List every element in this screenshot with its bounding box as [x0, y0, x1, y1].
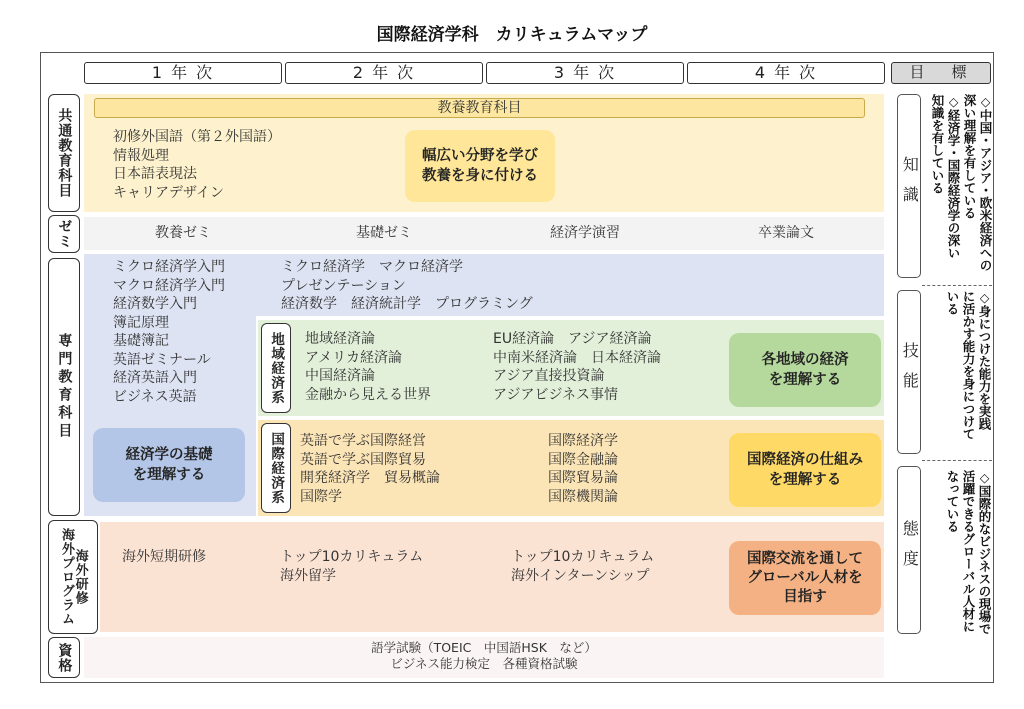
pill-line: 経済学の基礎 [125, 447, 213, 463]
major-year1-list [113, 258, 225, 406]
goal-line: 活躍できるグローバル人材に [961, 470, 976, 633]
goal-line: ◇中国・アジア・欧米経済への [978, 94, 993, 272]
list-item: 国際機関論 [548, 488, 618, 505]
seminar-year3: 経済学演習 [550, 225, 620, 241]
row-label-regional [261, 323, 291, 413]
overseas-col2 [280, 548, 423, 585]
list-item: アジアビジネス事情 [493, 386, 619, 403]
goal-line: ◇身につけた能力を実践 [977, 290, 992, 430]
list-item: ビジネス能力検定 各種資格試験 [390, 656, 578, 671]
list-item: 簿記原理 [113, 314, 169, 331]
list-item: 国際学 [300, 488, 342, 505]
list-item: 英語で学ぶ国際貿易 [300, 451, 426, 468]
row-label-major-text: 専門教育科目 [56, 333, 73, 441]
overseas-col1: 海外短期研修 [122, 549, 206, 565]
pill-line: を理解する [132, 467, 206, 483]
year-header-2: 2 年 次 [285, 62, 483, 84]
goal-category-skill [897, 290, 921, 454]
list-item: ミクロ経済学 マクロ経済学 [281, 259, 463, 275]
row-label-common [48, 94, 80, 212]
list-item: アメリカ経済論 [305, 349, 403, 366]
goal-line: に活かす能力を身につけて [961, 290, 976, 440]
seminar-year1: 教養ゼミ [155, 225, 211, 241]
list-item: 経済英語入門 [113, 370, 197, 386]
pill-line: を理解する [768, 472, 842, 488]
list-item: 基礎簿記 [113, 333, 169, 349]
list-item: プレゼンテーション [281, 277, 406, 294]
list-item: ビジネス英語 [113, 388, 197, 405]
list-item: 経済数学入門 [113, 296, 197, 312]
list-item: 金融から見える世界 [305, 386, 431, 403]
list-item: 経済数学 経済統計学 プログラミング [281, 296, 533, 312]
goals-header: 目 標 [891, 62, 991, 84]
row-label-international-text: 国際経済系 [268, 431, 285, 505]
list-item: 英語ゼミナール [113, 351, 211, 368]
list-item: 英語で学ぶ国際経営 [300, 433, 426, 449]
goal-text-skill [940, 290, 992, 454]
international-col2 [548, 432, 618, 506]
list-item: ミクロ経済学入門 [113, 259, 225, 275]
list-item: 国際金融論 [548, 451, 618, 468]
qualification-text [84, 640, 884, 672]
goal-line: ◇経済学・国際経済学の深い [946, 94, 961, 259]
list-item: アジア直接投資論 [493, 368, 605, 384]
seminar-year2: 基礎ゼミ [356, 225, 412, 241]
goal-category-attitude-text: 態度 [900, 520, 920, 580]
row-label-overseas-a: 海外プログラム [59, 528, 74, 626]
pill-line: グローバル人材を [747, 569, 863, 586]
list-item: 情報処理 [113, 147, 169, 164]
list-item: 国際貿易論 [548, 470, 618, 486]
year-header-1: 1 年 次 [84, 62, 282, 84]
list-item: 初修外国語（第２外国語） [113, 129, 281, 145]
pill-line: 幅広い分野を学び [422, 148, 538, 164]
pill-line: 教養を身に付ける [422, 168, 538, 184]
list-item: 中国経済論 [305, 368, 375, 384]
overseas-col3 [511, 548, 654, 585]
list-item: トップ10カリキュラム [511, 549, 655, 565]
major-year2-list [281, 258, 533, 314]
regional-col1 [305, 330, 431, 404]
overseas-pill [729, 541, 881, 615]
goal-divider [922, 460, 992, 461]
goal-category-knowledge [897, 94, 921, 278]
international-pill [729, 433, 881, 507]
goal-divider [922, 285, 992, 286]
goal-text-attitude [940, 470, 992, 666]
list-item: 海外インターンシップ [511, 567, 650, 584]
list-item: 語学試験（TOEIC 中国語HSK など） [371, 640, 597, 655]
row-label-overseas-b: 海外研修 [72, 549, 88, 605]
list-item: 国際経済学 [548, 433, 618, 449]
list-item: 日本語表現法 [113, 166, 197, 182]
row-label-overseas [48, 520, 98, 634]
pill-line: 国際経済の仕組み [747, 452, 863, 468]
international-col1 [300, 432, 440, 506]
year-header-4: 4 年 次 [687, 62, 885, 84]
row-label-regional-text: 地域経済系 [268, 331, 285, 405]
goal-category-knowledge-text: 知識 [900, 156, 920, 216]
row-label-common-text: 共通教育科目 [56, 108, 73, 198]
row-label-seminar [48, 215, 80, 253]
list-item: 中南米経済論 日本経済論 [493, 349, 661, 366]
goal-line: 深い理解を有している [962, 94, 977, 219]
goal-line: いる [945, 290, 960, 315]
pill-line: 各地域の経済 [761, 352, 849, 368]
list-item: 海外留学 [280, 567, 336, 584]
row-label-international [261, 423, 291, 513]
goal-category-skill-text: 技能 [900, 342, 920, 402]
common-goal-pill [405, 130, 555, 202]
list-item: 開発経済学 貿易概論 [300, 470, 440, 486]
row-label-qualification [48, 637, 80, 678]
seminar-year4: 卒業論文 [758, 225, 814, 241]
page-title: 国際経済学科 カリキュラムマップ [376, 25, 648, 45]
pill-line: 国際交流を通して [747, 550, 863, 567]
list-item: キャリアデザイン [113, 184, 225, 201]
list-item: EU経済論 アジア経済論 [493, 331, 652, 347]
regional-pill [729, 333, 881, 407]
goal-category-attitude [897, 466, 921, 634]
goal-line: なっている [945, 470, 960, 533]
row-label-seminar-text: ゼミ [56, 219, 73, 249]
list-item: マクロ経済学入門 [113, 277, 225, 294]
goal-line: ◇国際的なビジネスの現場で [977, 470, 992, 635]
row-label-qualification-text: 資格 [56, 642, 73, 673]
regional-col2 [493, 330, 661, 404]
common-banner: 教養教育科目 [94, 98, 865, 118]
pill-line: を理解する [768, 372, 842, 388]
list-item: トップ10カリキュラム [280, 549, 424, 565]
list-item: 地域経済論 [305, 331, 375, 347]
goal-line: 知識を有している [930, 94, 945, 194]
basics-pill [93, 428, 245, 502]
pill-line: 目指す [783, 588, 827, 605]
year-header-3: 3 年 次 [486, 62, 684, 84]
goal-text-knowledge [925, 94, 993, 278]
row-label-major [48, 258, 80, 516]
common-course-list [113, 128, 281, 202]
